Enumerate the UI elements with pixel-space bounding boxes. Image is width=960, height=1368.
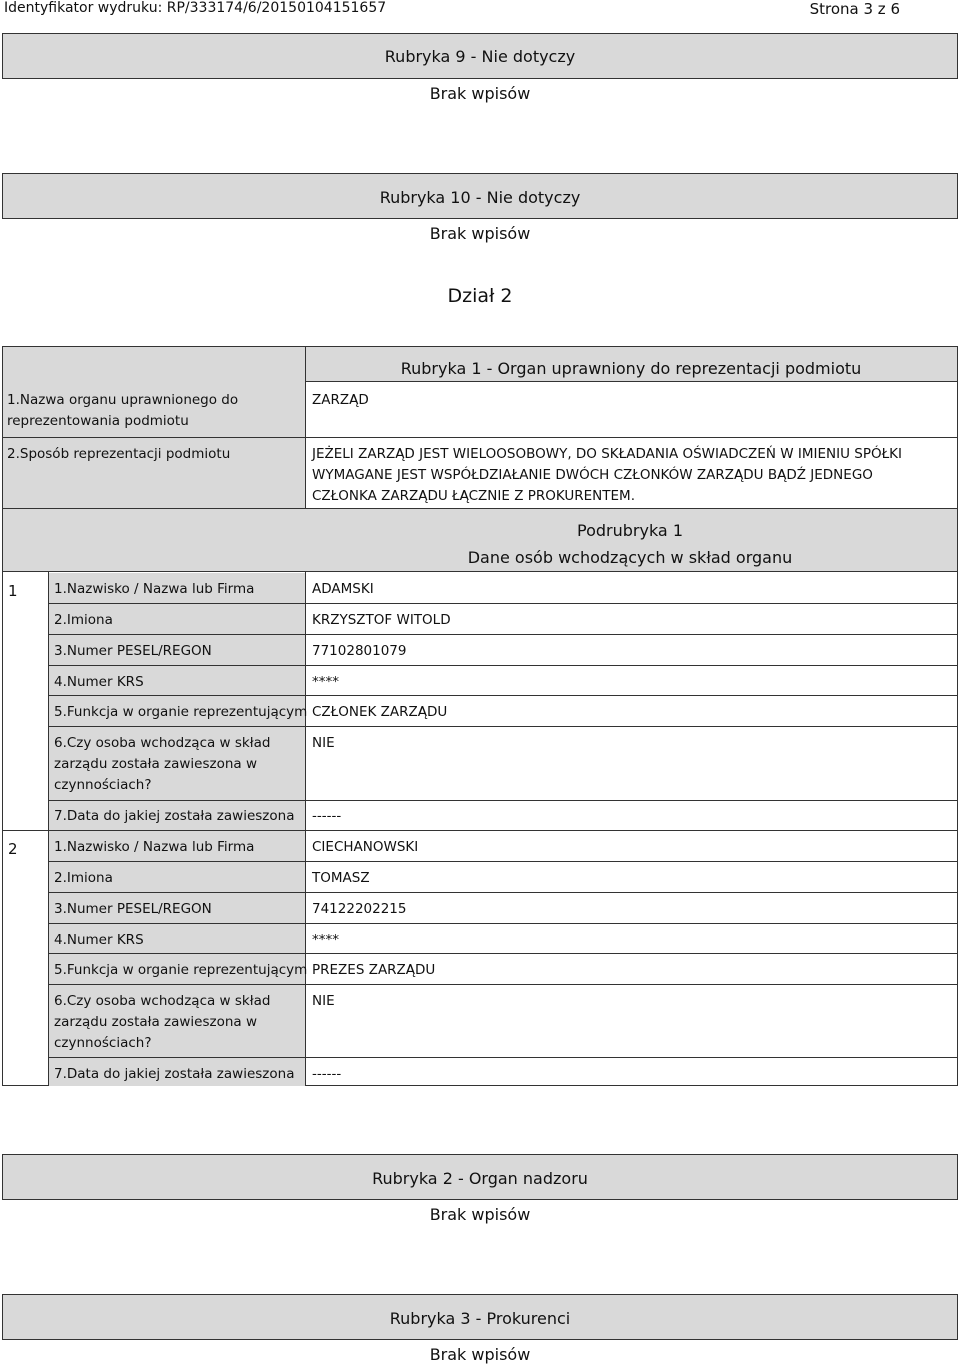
person-2-krs-value: **** — [312, 932, 339, 948]
row-line — [48, 726, 958, 727]
field-2-label: 2.Sposób reprezentacji podmiotu — [7, 446, 231, 462]
row-line — [48, 695, 958, 696]
field-1-value: ZARZĄD — [312, 392, 369, 408]
person-1-function-value: CZŁONEK ZARZĄDU — [312, 704, 448, 720]
field-2-value: JEŻELI ZARZĄD JEST WIELOOSOBOWY, DO SKŁADANIA OŚWIADCZEŃ W IMIENIU SPÓŁKI WYMAGANE JEST WSPÓŁDZIAŁANIE DWÓCH CZŁONKÓW ZARZĄDU BĄDŹ JEDNEGO CZŁONKA ZARZĄDU ŁĄCZNIE Z PROKURENTEM. — [312, 446, 903, 504]
row-line — [48, 923, 958, 924]
person-2-function-label: 5.Funkcja w organie reprezentującym — [54, 962, 308, 978]
field-1-label: 1.Nazwa organu uprawnionego do reprezentowania podmiotu — [7, 392, 239, 429]
rubryka-3-title: Rubryka 3 - Prokurenci — [389, 1309, 571, 1328]
person-1-krs-label: 4.Numer KRS — [54, 674, 144, 690]
rubryka-9-section — [2, 33, 958, 106]
person-1-function-label: 5.Funkcja w organie reprezentującym — [54, 704, 308, 720]
row-line — [48, 892, 958, 893]
rubryka-3-section — [2, 1294, 958, 1367]
person-2-number: 2 — [8, 840, 18, 858]
person-2-firstnames-value: TOMASZ — [312, 870, 370, 886]
person-2-suspended-value: NIE — [312, 993, 335, 1009]
field-1-bottom-line — [2, 437, 958, 438]
rubryka-1-title-bar — [305, 347, 957, 381]
rubryka-2-body-row — [2, 1199, 958, 1228]
row-line — [48, 800, 958, 801]
person-1-firstnames-value: KRZYSZTOF WITOLD — [312, 612, 451, 628]
person-2-suspended-label: 6.Czy osoba wchodząca w skład zarządu została zawieszona w czynnościach? — [54, 993, 271, 1051]
row-line — [48, 953, 958, 954]
rubryka-1-divider — [305, 346, 306, 508]
person-2-date-label: 7.Data do jakiej została zawieszona — [54, 1066, 295, 1082]
podrubryka-subtitle: Dane osób wchodzących w skład organu — [467, 548, 793, 567]
row-line — [48, 665, 958, 666]
row-line — [48, 1057, 958, 1058]
rubryka-10-title: Rubryka 10 - Nie dotyczy — [379, 188, 581, 207]
rubryka-9-title: Rubryka 9 - Nie dotyczy — [384, 47, 576, 66]
rubryka-2-title: Rubryka 2 - Organ nadzoru — [372, 1169, 588, 1188]
rubryka-3-body: Brak wpisów — [429, 1345, 531, 1364]
rubryka-9-body-row — [2, 78, 958, 107]
rubryka-2-body: Brak wpisów — [429, 1205, 531, 1224]
person-1-number: 1 — [8, 582, 18, 600]
row-line — [48, 984, 958, 985]
person-2-firstnames-label: 2.Imiona — [54, 870, 113, 886]
page-number: Strona 3 z 6 — [809, 0, 900, 18]
person-2-date-value: ------ — [312, 1066, 342, 1082]
rubryka-1-title-line — [305, 381, 958, 382]
rubryka-3-body-row — [2, 1339, 958, 1368]
dzial-title: Dział 2 — [447, 285, 513, 307]
person-1-name-label: 1.Nazwisko / Nazwa lub Firma — [54, 581, 255, 597]
person-2-name-value: CIECHANOWSKI — [312, 839, 419, 855]
person-2-krs-label: 4.Numer KRS — [54, 932, 144, 948]
person-1-pesel-value: 77102801079 — [312, 643, 407, 659]
print-identifier: Identyfikator wydruku: RP/333174/6/20150104151657 — [4, 0, 387, 16]
person-2-name-label: 1.Nazwisko / Nazwa lub Firma — [54, 839, 255, 855]
row-line — [48, 634, 958, 635]
person-1-firstnames-label: 2.Imiona — [54, 612, 113, 628]
person-1-name-value: ADAMSKI — [312, 581, 374, 597]
person-2-function-value: PREZES ZARZĄDU — [312, 962, 436, 978]
person-2-pesel-label: 3.Numer PESEL/REGON — [54, 901, 212, 917]
person-1-date-label: 7.Data do jakiej została zawieszona — [54, 808, 295, 824]
rubryka-1-title: Rubryka 1 - Organ uprawniony do reprezentacji podmiotu — [400, 359, 862, 378]
row-line — [48, 861, 958, 862]
person-2-pesel-value: 74122202215 — [312, 901, 407, 917]
person-1-suspended-label: 6.Czy osoba wchodząca w skład zarządu została zawieszona w czynnościach? — [54, 735, 271, 793]
podrubryka-title: Podrubryka 1 — [577, 521, 683, 540]
rubryka-10-body: Brak wpisów — [429, 224, 531, 243]
person-1-suspended-value: NIE — [312, 735, 335, 751]
rubryka-2-section — [2, 1154, 958, 1227]
person-1-date-value: ------ — [312, 808, 342, 824]
row-line — [48, 603, 958, 604]
rubryka-10-section — [2, 173, 958, 246]
person-2-divider — [305, 830, 306, 1086]
person-1-pesel-label: 3.Numer PESEL/REGON — [54, 643, 212, 659]
podrubryka-header — [3, 508, 957, 572]
person-1-krs-value: **** — [312, 674, 339, 690]
rubryka-10-body-row — [2, 218, 958, 247]
rubryka-9-body: Brak wpisów — [429, 84, 531, 103]
